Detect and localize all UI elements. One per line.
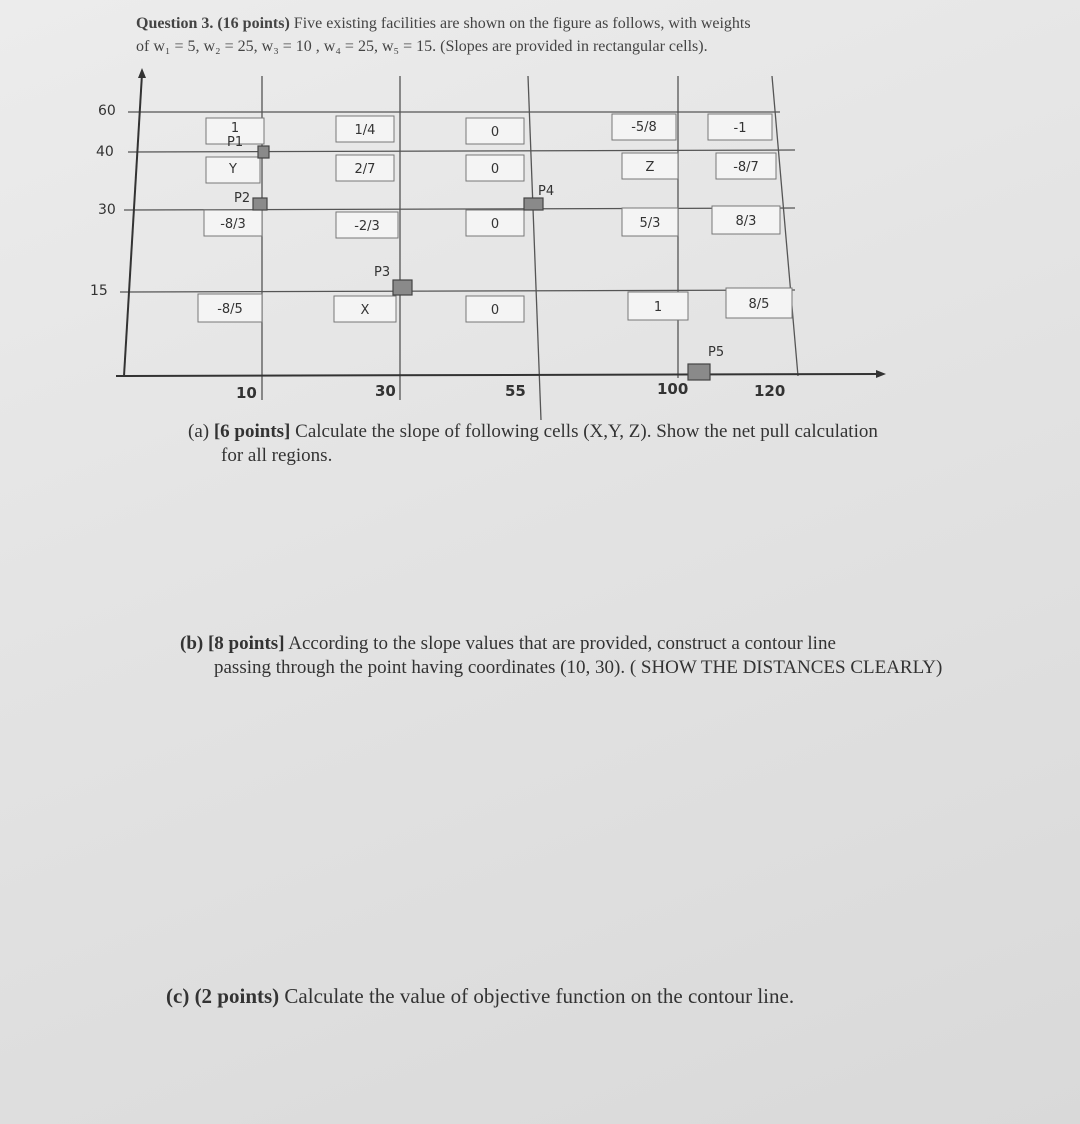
y-tick-30: 30 (98, 202, 116, 218)
cell-r3-c3: 0 (490, 217, 500, 232)
cell-r3-c2: -2/3 (354, 219, 380, 234)
question-a-text-2: for all regions. (221, 445, 333, 466)
cell-r2-c3: 0 (490, 162, 500, 177)
cell-r1-c4: -5/8 (631, 120, 657, 135)
question-b (180, 632, 1028, 680)
facility-label-p3: P3 (374, 265, 391, 280)
question-a-text-1: Calculate the slope of following cells (X,Y, Z). Show the net pull calculation (295, 421, 878, 442)
x-tick-55: 55 (505, 382, 526, 400)
x-tick-10: 10 (236, 384, 257, 402)
grid-svg (0, 0, 1080, 420)
question-b-text-2: passing through the point having coordinates (10, 30). ( SHOW THE DISTANCES CLEARLY) (214, 657, 943, 678)
facility-label-p2: P2 (234, 191, 251, 206)
cell-r2-c4: Z (645, 160, 655, 175)
facility-marker-p3 (393, 280, 412, 295)
y-tick-60: 60 (98, 103, 116, 119)
cell-r1-c3: 0 (490, 125, 500, 140)
question-number: Question 3. (136, 15, 214, 32)
cell-r3-c5: 8/3 (735, 214, 757, 229)
cell-r1-c5: -1 (733, 121, 747, 136)
cell-r2-c1: Y (229, 162, 237, 177)
question-a (188, 420, 1018, 468)
x-tick-120: 120 (754, 382, 786, 400)
cell-r3-c4: 5/3 (639, 216, 661, 231)
facility-marker-p1 (258, 146, 269, 158)
cell-r4-c3: 0 (490, 303, 500, 318)
question-c-text: Calculate the value of objective function on the contour line. (284, 984, 795, 1008)
question-c-label: (c) (166, 984, 190, 1008)
question-points: (16 points) (217, 15, 290, 32)
question-c-points: (2 points) (194, 984, 280, 1008)
cell-r1-c2: 1/4 (354, 123, 376, 138)
facility-grid-figure (0, 0, 1080, 420)
question-b-text-1: According to the slope values that are provided, construct a contour line (288, 633, 836, 654)
question-a-points: [6 points] (213, 421, 291, 442)
x-axis-arrow (876, 370, 886, 378)
y-tick-15: 15 (90, 283, 108, 299)
facility-label-p5: P5 (708, 345, 725, 360)
header-text-1: Five existing facilities are shown on the figure as follows, with weights (293, 15, 751, 32)
question-c (166, 984, 966, 1008)
question-b-label: (b) (180, 633, 204, 654)
cell-r2-c2: 2/7 (354, 162, 376, 177)
header-text-2: of w₁ = 5, w₂ = 25, w₃ = 10 , w₄ = 25, w₅ = 15. (Slopes are provided in rectangular cells). (136, 38, 708, 55)
facility-marker-p4 (524, 198, 543, 210)
x-tick-30: 30 (375, 382, 396, 400)
cell-r1-c1: 1 (230, 121, 240, 136)
cell-r4-c5: 8/5 (748, 297, 770, 312)
cell-r4-c2: X (360, 303, 370, 318)
cell-r4-c4: 1 (653, 300, 663, 315)
cell-r2-c5: -8/7 (733, 160, 759, 175)
facility-marker-p5 (688, 364, 710, 380)
cell-r3-c1: -8/3 (220, 217, 246, 232)
facility-label-p4: P4 (538, 184, 555, 199)
y-tick-40: 40 (96, 144, 114, 160)
x-tick-100: 100 (657, 380, 689, 398)
question-a-label: (a) (188, 421, 210, 442)
facility-marker-p2 (253, 198, 267, 210)
question-b-points: [8 points] (207, 633, 285, 654)
cell-r4-c1: -8/5 (217, 302, 243, 317)
y-axis-arrow (138, 68, 146, 78)
facility-label-p1: P1 (227, 135, 244, 150)
